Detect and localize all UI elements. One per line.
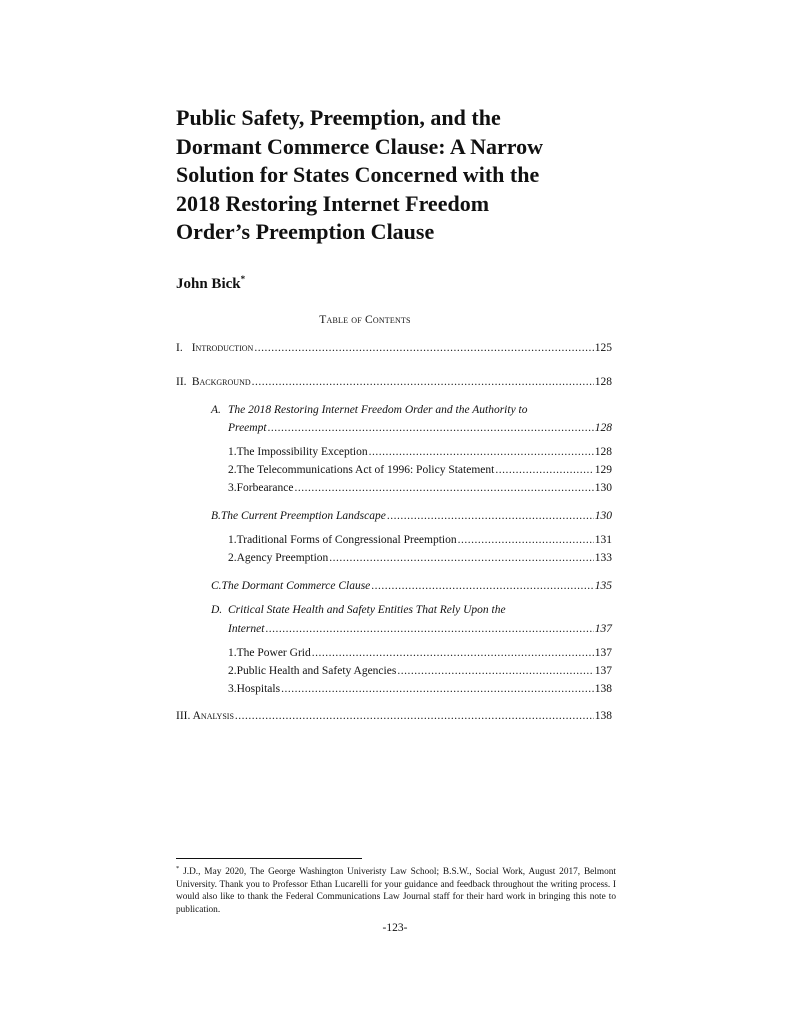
toc-entry-title: Forbearance (236, 482, 294, 494)
toc-entry-number: A. (211, 404, 221, 416)
toc-entry-title: The 2018 Restoring Internet Freedom Order and the Authority to (228, 404, 528, 416)
toc-entry-number: D. (211, 604, 223, 616)
toc-entry-page: 128 (594, 422, 612, 434)
toc-entry-title: The Current Preemption Landscape (220, 510, 386, 522)
toc-entry-agency-preemption[interactable] (228, 550, 612, 566)
toc-entry-page: 128 (594, 446, 612, 458)
toc-entry-title: The Power Grid (236, 647, 311, 659)
toc-entry-title: Critical State Health and Safety Entities That Rely Upon the (228, 604, 506, 616)
toc-entry-page: 135 (594, 580, 612, 592)
toc-entry-telecommunications-act[interactable] (228, 462, 612, 478)
page-number: -123- (382, 922, 408, 934)
toc-entry-restoring-internet-freedom-order[interactable] (211, 402, 612, 418)
toc-entry-page: 128 (594, 376, 612, 388)
toc-leader (265, 621, 593, 637)
toc-leader (387, 508, 594, 524)
toc-entry-dormant-commerce-clause[interactable] (211, 578, 612, 594)
toc-entry-impossibility-exception[interactable] (228, 444, 612, 460)
title-line: Dormant Commerce Clause: A Narrow (176, 133, 543, 159)
toc-entry-number: B. (211, 510, 221, 522)
footnote-marker: * (176, 864, 180, 872)
footnote (176, 866, 616, 916)
toc-entry-page: 131 (594, 534, 612, 546)
toc-entry-number: I. (176, 342, 183, 354)
toc-entry-number: 2. (228, 464, 237, 476)
toc-entry-number: C. (211, 580, 222, 592)
toc-leader (397, 663, 593, 679)
toc-entry-number: 2. (228, 552, 237, 564)
title-line: Public Safety, Preemption, and the (176, 105, 501, 130)
toc-entry-hospitals[interactable] (228, 681, 612, 697)
toc-leader (329, 550, 593, 566)
toc-leader (495, 462, 593, 478)
toc-entry-continuation[interactable] (228, 621, 612, 637)
toc-leader (254, 340, 593, 356)
toc-entry-forbearance[interactable] (228, 480, 612, 496)
toc-entry-number: 3. (228, 482, 237, 494)
toc-entry-number: III. (176, 710, 191, 722)
title-line: Solution for States Concerned with the (176, 162, 540, 188)
toc-entry-title: The Telecommunications Act of 1996: Policy Statement (236, 464, 495, 476)
toc-entry-introduction[interactable] (176, 340, 612, 356)
toc-entry-title: Preempt (228, 422, 267, 434)
toc-leader (312, 645, 594, 661)
toc-entry-traditional-preemption[interactable] (228, 532, 612, 548)
toc-entry-background[interactable] (176, 374, 612, 390)
toc-entry-page: 137 (594, 665, 612, 677)
toc-leader (369, 444, 594, 460)
toc-entry-page: 125 (594, 342, 612, 354)
toc-entry-page: 130 (594, 510, 612, 522)
title-line: Order’s Preemption Clause (176, 219, 435, 245)
toc-entry-number: 1. (228, 647, 237, 659)
toc-entry-title: The Dormant Commerce Clause (221, 580, 371, 592)
toc-leader (294, 480, 593, 496)
toc-entry-page: 138 (594, 683, 612, 695)
toc-leader (235, 708, 594, 724)
toc-entry-number: 3. (228, 683, 237, 695)
footnote-divider (176, 858, 362, 859)
toc-entry-title: Internet (228, 623, 265, 635)
title-line: 2018 Restoring Internet Freedom (176, 190, 490, 216)
author-name: John Bick (176, 276, 241, 292)
toc-leader (281, 681, 594, 697)
toc-entry-title: Introduction (191, 342, 254, 354)
toc-leader (371, 578, 593, 594)
toc-entry-title: Agency Preemption (236, 552, 329, 564)
article-title (176, 104, 646, 247)
toc-entry-title: Hospitals (236, 683, 281, 695)
toc-entry-page: 137 (594, 623, 612, 635)
toc-entry-current-preemption-landscape[interactable] (211, 508, 612, 524)
toc-entry-number: 1. (228, 446, 237, 458)
toc-entry-title: The Impossibility Exception (236, 446, 368, 458)
toc-entry-power-grid[interactable] (228, 645, 612, 661)
author-footnote-marker[interactable]: * (240, 274, 246, 284)
toc-entry-critical-state-entities[interactable] (211, 602, 612, 618)
toc-entry-title: Background (191, 376, 251, 388)
toc-entry-number: 2. (228, 665, 237, 677)
toc-heading: Table of Contents (319, 314, 411, 326)
toc-leader (268, 420, 594, 436)
toc-entry-title: Analysis (192, 710, 234, 722)
toc-entry-page: 138 (594, 710, 612, 722)
toc-leader (252, 374, 594, 390)
toc-entry-page: 130 (594, 482, 612, 494)
toc-entry-page: 137 (594, 647, 612, 659)
author (176, 276, 245, 293)
toc-entry-title: Traditional Forms of Congressional Preemption (236, 534, 457, 546)
toc-entry-number: II. (176, 376, 187, 388)
toc-entry-title: Public Health and Safety Agencies (236, 665, 397, 677)
footnote-text: J.D., May 2020, The George Washington Univeristy Law School; B.S.W., Social Work, August 2017, Belmont University. Thank you to Professor Ethan Lucarelli for your guidance and feedback throughout the writing process. I would also like to thank the Federal Communications Law Journal staff for their hard work in bringing this note to publication. (176, 867, 616, 915)
toc-entry-analysis[interactable] (176, 708, 612, 724)
toc-entry-number: 1. (228, 534, 237, 546)
toc-entry-public-health-agencies[interactable] (228, 663, 612, 679)
toc-entry-continuation[interactable] (228, 420, 612, 436)
toc-entry-page: 129 (594, 464, 612, 476)
toc-entry-page: 133 (594, 552, 612, 564)
toc-leader (458, 532, 594, 548)
